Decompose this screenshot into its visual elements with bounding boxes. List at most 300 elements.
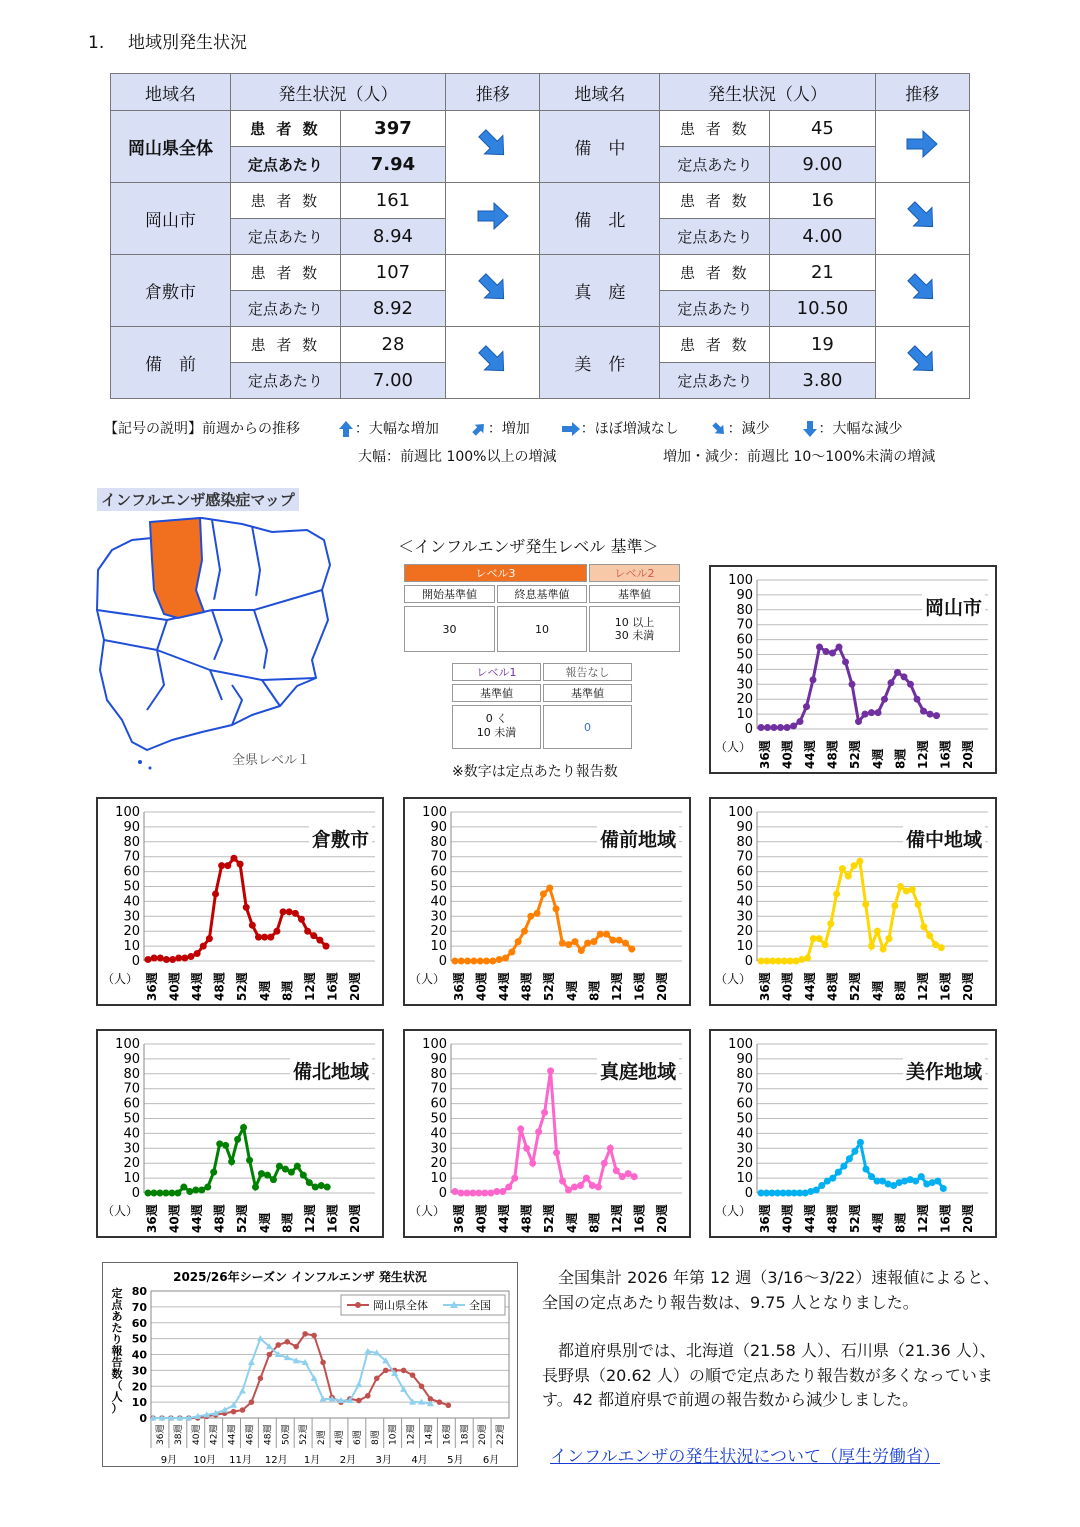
data-point — [907, 681, 914, 688]
data-point — [284, 1339, 290, 1345]
legend-label: 全国 — [469, 1299, 491, 1312]
patients-value: 161 — [340, 183, 445, 219]
header-status: 発生状況（人） — [660, 74, 875, 111]
unit-label: （人） — [409, 972, 446, 986]
data-point — [816, 935, 823, 942]
x-week-label: 50週 — [281, 1424, 292, 1445]
y-tick-label: 60 — [430, 864, 447, 880]
data-point — [601, 1160, 608, 1167]
data-point — [231, 1409, 237, 1415]
y-tick-label: 90 — [430, 819, 447, 835]
season-ylabel-char: ） — [111, 1402, 123, 1415]
data-point — [584, 940, 591, 947]
data-point — [523, 1145, 530, 1152]
data-point — [529, 1160, 536, 1167]
data-point — [616, 937, 623, 944]
season-ylabel-char: 告 — [111, 1356, 123, 1369]
data-point — [827, 920, 834, 927]
x-week-label: 44週 — [227, 1424, 238, 1445]
x-month-label: 9月 — [160, 1455, 178, 1466]
data-point — [810, 676, 817, 683]
per-point-value: 10.50 — [770, 291, 875, 327]
unit-label: （人） — [715, 1204, 752, 1218]
data-point — [180, 1184, 187, 1191]
region-name: 備 前 — [111, 327, 231, 399]
data-point — [264, 1172, 271, 1179]
x-tick-label: 36週 — [145, 1204, 159, 1233]
x-tick-label: 36週 — [452, 1204, 466, 1233]
data-point — [487, 1190, 494, 1197]
season-ylabel-char: 人 — [111, 1390, 123, 1404]
data-point — [419, 1383, 425, 1389]
data-point — [198, 1187, 205, 1194]
x-tick-label: 36週 — [145, 972, 159, 1001]
trend-arrow-down-icon — [902, 271, 942, 305]
levels-title: ＜インフルエンザ発生レベル 基準＞ — [398, 537, 659, 556]
x-tick-label: 44週 — [803, 740, 818, 769]
data-point — [194, 950, 201, 957]
data-point — [163, 956, 170, 963]
y-tick-label: 20 — [430, 924, 447, 940]
per-point-value: 7.94 — [340, 147, 445, 183]
season-ylabel-char: あ — [111, 1310, 123, 1323]
x-tick-label: 4週 — [257, 1212, 272, 1233]
data-point — [764, 724, 771, 731]
y-tick-label: 40 — [123, 1126, 140, 1142]
header-trend: 推移 — [875, 74, 969, 111]
data-point — [401, 1368, 407, 1374]
y-tick-label: 0 — [131, 1186, 140, 1201]
trend-arrow-down-icon — [473, 271, 513, 305]
patients-label: 患 者 数 — [660, 327, 770, 363]
legend-down: ：減少 — [727, 421, 770, 437]
chart-bitchu — [709, 797, 997, 1006]
unit-label: （人） — [102, 972, 139, 986]
none-value: 0 — [543, 705, 632, 749]
y-tick-label: 30 — [736, 1141, 753, 1157]
season-ylabel-char: た — [111, 1321, 123, 1335]
y-tick-label: 30 — [736, 677, 753, 693]
y-tick-label: 30 — [736, 909, 753, 925]
paragraph-national: 全国集計 2026 年第 12 週（3/16～3/22）速報値によると、全国の定点あたり報告数は、9.75 人となりました。 — [542, 1268, 1000, 1312]
data-point — [868, 943, 875, 950]
data-point — [280, 908, 287, 915]
x-week-label: 48週 — [263, 1424, 274, 1445]
data-point — [446, 1403, 452, 1409]
y-tick-label: 0 — [131, 954, 140, 969]
y-tick-label: 80 — [736, 1066, 753, 1082]
data-point — [200, 943, 207, 950]
data-point — [246, 1157, 253, 1164]
x-tick-label: 12週 — [915, 1204, 930, 1233]
per-point-value: 9.00 — [770, 147, 875, 183]
data-point — [210, 1169, 217, 1176]
x-tick-label: 48週 — [519, 972, 534, 1001]
chart-title: 美作地域 — [903, 1057, 985, 1084]
data-point — [249, 1399, 255, 1405]
region-table — [110, 73, 970, 399]
x-tick-label: 48週 — [212, 1204, 227, 1233]
x-tick-label: 8週 — [280, 980, 295, 1001]
data-point — [790, 723, 797, 730]
data-point — [777, 724, 784, 731]
patients-label: 患 者 数 — [230, 183, 340, 219]
data-point — [186, 1188, 193, 1195]
data-point — [222, 1142, 229, 1149]
x-tick-label: 40週 — [474, 972, 489, 1001]
data-point — [374, 1376, 380, 1382]
chart-title: 岡山市 — [922, 593, 985, 620]
y-tick-label: 30 — [123, 909, 140, 925]
region-name: 美 作 — [540, 327, 660, 399]
data-point — [577, 1182, 584, 1189]
y-tick-label: 30 — [123, 1141, 140, 1157]
patients-label: 患 者 数 — [230, 327, 340, 363]
patients-value: 45 — [770, 111, 875, 147]
data-point — [862, 1166, 869, 1173]
season-ylabel-char: 報 — [111, 1344, 123, 1358]
trend-cell — [446, 183, 540, 255]
data-point — [151, 955, 158, 962]
y-tick-label: 100 — [728, 573, 753, 588]
x-tick-label: 44週 — [190, 1204, 205, 1233]
x-week-label: 46週 — [245, 1424, 256, 1445]
data-point — [625, 1170, 632, 1177]
data-point — [938, 944, 945, 951]
no-report-badge: 報告なし — [543, 663, 632, 681]
y-tick-label: 50 — [430, 1111, 447, 1127]
x-tick-label: 12週 — [915, 740, 930, 769]
y-tick-label: 20 — [736, 692, 753, 708]
data-point — [546, 884, 553, 891]
x-tick-label: 44週 — [497, 972, 512, 1001]
x-month-label: 1月 — [303, 1455, 321, 1466]
chart-mimasaka — [709, 1029, 997, 1238]
data-point — [452, 1188, 459, 1195]
data-point — [157, 955, 164, 962]
y-tick-label: 60 — [131, 1316, 147, 1330]
data-point — [298, 916, 305, 923]
data-point — [437, 1399, 443, 1405]
data-point — [475, 1190, 482, 1197]
header-region: 地域名 — [111, 74, 231, 111]
data-point — [559, 1178, 566, 1185]
x-tick-label: 48週 — [825, 1204, 840, 1233]
arrow-big-down-icon — [801, 420, 819, 438]
data-point — [840, 1163, 847, 1170]
region-name: 真 庭 — [540, 255, 660, 327]
data-point — [489, 958, 496, 965]
trend-cell — [446, 255, 540, 327]
data-point — [304, 928, 311, 935]
x-tick-label: 52週 — [235, 972, 250, 1001]
y-tick-label: 40 — [123, 894, 140, 910]
x-tick-label: 40週 — [167, 1204, 182, 1233]
data-point — [206, 935, 213, 942]
patients-label: 患 者 数 — [660, 255, 770, 291]
x-tick-label: 52週 — [848, 1204, 863, 1233]
map-title: インフルエンザ感染症マップ — [97, 488, 299, 511]
data-point — [502, 955, 509, 962]
x-tick-label: 4週 — [870, 1212, 885, 1233]
unit-label: （人） — [102, 1204, 139, 1218]
data-point — [918, 1173, 925, 1180]
data-point — [565, 1187, 572, 1194]
data-point — [839, 865, 846, 872]
data-point — [915, 901, 922, 908]
data-point — [862, 711, 869, 718]
patients-value: 28 — [340, 327, 445, 363]
x-tick-label: 4週 — [564, 1212, 579, 1233]
l1-value: 0 く 10 未満 — [452, 705, 541, 749]
data-point — [515, 938, 522, 945]
patients-label: 患 者 数 — [230, 111, 340, 147]
data-point — [934, 1178, 941, 1185]
data-point — [846, 1155, 853, 1162]
season-ylabel-char: 点 — [111, 1298, 123, 1312]
data-point — [792, 958, 799, 965]
y-tick-label: 80 — [131, 1285, 147, 1298]
x-tick-label: 16週 — [938, 740, 953, 769]
series-line — [148, 858, 326, 959]
patients-value: 19 — [770, 327, 875, 363]
data-point — [252, 1184, 259, 1191]
start-value: 30 — [404, 606, 495, 652]
y-tick-label: 70 — [736, 617, 753, 633]
data-point — [833, 890, 840, 897]
per-point-label: 定点あたり — [660, 363, 770, 399]
data-point — [845, 873, 852, 880]
x-tick-label: 16週 — [632, 1204, 647, 1233]
data-point — [310, 932, 317, 939]
patients-label: 患 者 数 — [660, 111, 770, 147]
data-point — [258, 1376, 264, 1382]
levels-note: ※数字は定点あたり報告数 — [452, 764, 618, 780]
data-point — [276, 1342, 282, 1348]
x-tick-label: 40週 — [780, 972, 795, 1001]
chart-kurashiki — [96, 797, 384, 1006]
data-point — [258, 1170, 265, 1177]
data-point — [457, 1190, 464, 1197]
season-ylabel-char: （ — [111, 1379, 123, 1392]
legend-marker — [355, 1302, 361, 1308]
x-week-label: 4週 — [334, 1430, 345, 1445]
section-number: 1. — [88, 33, 105, 53]
x-tick-label: 36週 — [758, 1204, 772, 1233]
unit-label: （人） — [409, 1204, 446, 1218]
x-tick-label: 36週 — [452, 972, 466, 1001]
season-series-line — [153, 1339, 430, 1418]
y-tick-label: 70 — [430, 849, 447, 865]
data-point — [816, 644, 823, 651]
data-point — [187, 953, 194, 960]
x-tick-label: 8週 — [893, 748, 908, 769]
x-tick-label: 48週 — [825, 740, 840, 769]
y-tick-label: 40 — [736, 894, 753, 910]
y-tick-label: 70 — [430, 1081, 447, 1097]
x-tick-label: 16週 — [325, 1204, 340, 1233]
chart-bizen — [403, 797, 691, 1006]
per-point-label: 定点あたり — [660, 291, 770, 327]
data-point — [784, 724, 791, 731]
x-tick-label: 20週 — [960, 972, 975, 1001]
per-point-label: 定点あたり — [660, 219, 770, 255]
x-tick-label: 12週 — [915, 972, 930, 1001]
data-point — [888, 679, 895, 686]
season-ylabel-char: 数 — [111, 1367, 123, 1381]
x-tick-label: 44週 — [190, 972, 205, 1001]
data-point — [894, 669, 901, 676]
data-point — [324, 1184, 331, 1191]
y-tick-label: 90 — [430, 1051, 447, 1067]
trend-cell — [446, 111, 540, 183]
chart-title: 備中地域 — [903, 825, 985, 852]
data-point — [483, 958, 490, 965]
trend-cell — [446, 327, 540, 399]
data-point — [851, 862, 858, 869]
legend-up: ：増加 — [487, 421, 530, 437]
data-point — [758, 724, 765, 731]
data-point — [302, 1331, 308, 1337]
y-tick-label: 30 — [430, 909, 447, 925]
data-point — [823, 648, 830, 655]
data-point — [267, 1352, 273, 1358]
y-tick-label: 10 — [123, 939, 140, 955]
y-tick-label: 20 — [123, 1156, 140, 1172]
y-tick-label: 100 — [115, 805, 140, 820]
trend-arrow-flat-icon — [473, 199, 513, 233]
y-tick-label: 30 — [131, 1364, 147, 1378]
chart-okayama-city — [709, 565, 997, 774]
data-point — [829, 1175, 836, 1182]
data-point — [909, 886, 916, 893]
data-point — [813, 1187, 820, 1194]
x-tick-label: 36週 — [758, 740, 772, 769]
data-point — [547, 1067, 554, 1074]
patients-label: 患 者 数 — [230, 255, 340, 291]
x-tick-label: 52週 — [542, 972, 557, 1001]
header-region: 地域名 — [540, 74, 660, 111]
data-point — [181, 955, 188, 962]
x-month-label: 2月 — [339, 1455, 357, 1466]
x-tick-label: 8週 — [893, 1212, 908, 1233]
data-point — [920, 923, 927, 930]
y-tick-label: 60 — [736, 632, 753, 648]
y-tick-label: 80 — [123, 834, 140, 850]
y-tick-label: 90 — [123, 819, 140, 835]
table-row — [111, 327, 970, 363]
data-point — [511, 1175, 518, 1182]
okayama-map — [92, 510, 342, 775]
legend-flat: ：ほぼ増減なし — [580, 421, 679, 437]
y-tick-label: 0 — [139, 1412, 147, 1425]
data-point — [481, 1190, 488, 1197]
y-tick-label: 10 — [123, 1171, 140, 1187]
data-point — [553, 905, 560, 912]
level3-badge: レベル3 — [404, 564, 587, 582]
data-point — [477, 958, 484, 965]
y-tick-label: 10 — [736, 1171, 753, 1187]
trend-cell — [875, 327, 969, 399]
mhlw-link[interactable]: インフルエンザの発生状況について（厚生労働省） — [550, 1447, 940, 1467]
per-point-value: 8.92 — [340, 291, 445, 327]
data-point — [583, 1175, 590, 1182]
trend-cell — [875, 111, 969, 183]
y-tick-label: 60 — [736, 864, 753, 880]
data-point — [927, 711, 934, 718]
x-tick-label: 12週 — [609, 972, 624, 1001]
y-tick-label: 90 — [736, 587, 753, 603]
data-point — [517, 1125, 524, 1132]
y-tick-label: 0 — [438, 954, 447, 969]
data-point — [318, 1182, 325, 1189]
y-tick-label: 80 — [736, 834, 753, 850]
chart-title: 備前地域 — [597, 825, 679, 852]
x-tick-label: 44週 — [803, 1204, 818, 1233]
data-point — [609, 937, 616, 944]
data-point — [914, 696, 921, 703]
x-month-label: 3月 — [375, 1455, 392, 1466]
y-tick-label: 0 — [744, 1186, 753, 1201]
y-tick-label: 50 — [131, 1332, 147, 1346]
per-point-value: 4.00 — [770, 219, 875, 255]
y-tick-label: 40 — [131, 1348, 147, 1362]
data-point — [224, 862, 231, 869]
x-tick-label: 8週 — [587, 980, 602, 1001]
data-point — [797, 718, 804, 725]
x-month-label: 5月 — [447, 1455, 464, 1466]
data-point — [288, 1169, 295, 1176]
y-tick-label: 10 — [430, 939, 447, 955]
data-point — [145, 956, 152, 963]
x-tick-label: 52週 — [848, 740, 863, 769]
data-point — [323, 943, 330, 950]
x-tick-label: 20週 — [654, 1204, 669, 1233]
trend-cell — [875, 183, 969, 255]
data-point — [496, 956, 503, 963]
x-week-label: 10週 — [388, 1424, 399, 1445]
y-tick-label: 80 — [430, 834, 447, 850]
trend-arrow-down-icon — [473, 343, 513, 377]
data-point — [255, 934, 262, 941]
data-point — [218, 862, 225, 869]
l2-criteria-label: 基準値 — [589, 585, 680, 603]
data-point — [920, 708, 927, 715]
patients-label: 患 者 数 — [660, 183, 770, 219]
data-point — [312, 1184, 319, 1191]
paragraph-prefectures: 都道府県別では、北海道（21.58 人）、石川県（21.36 人）、長野県（20.62 人）の順で定点あたり報告数が多くなっています。42 都道府県で前週の報告数から減少しました。 — [542, 1341, 996, 1409]
x-tick-label: 36週 — [758, 972, 772, 1001]
map-level-text: 全県レベル１ — [232, 753, 311, 768]
data-point — [622, 940, 629, 947]
x-tick-label: 8週 — [587, 1212, 602, 1233]
data-point — [540, 890, 547, 897]
data-point — [851, 1148, 858, 1155]
x-tick-label: 4週 — [257, 980, 272, 1001]
chart-bihoku — [96, 1029, 384, 1238]
header-trend: 推移 — [446, 74, 540, 111]
x-week-label: 36週 — [155, 1424, 166, 1445]
data-point — [261, 934, 268, 941]
data-point — [619, 1173, 626, 1180]
data-point — [880, 946, 887, 953]
data-point — [603, 931, 610, 938]
y-tick-label: 90 — [736, 819, 753, 835]
per-point-value: 3.80 — [770, 363, 875, 399]
chart-title: 倉敷市 — [309, 825, 372, 852]
data-point — [849, 681, 856, 688]
data-point — [243, 904, 250, 911]
